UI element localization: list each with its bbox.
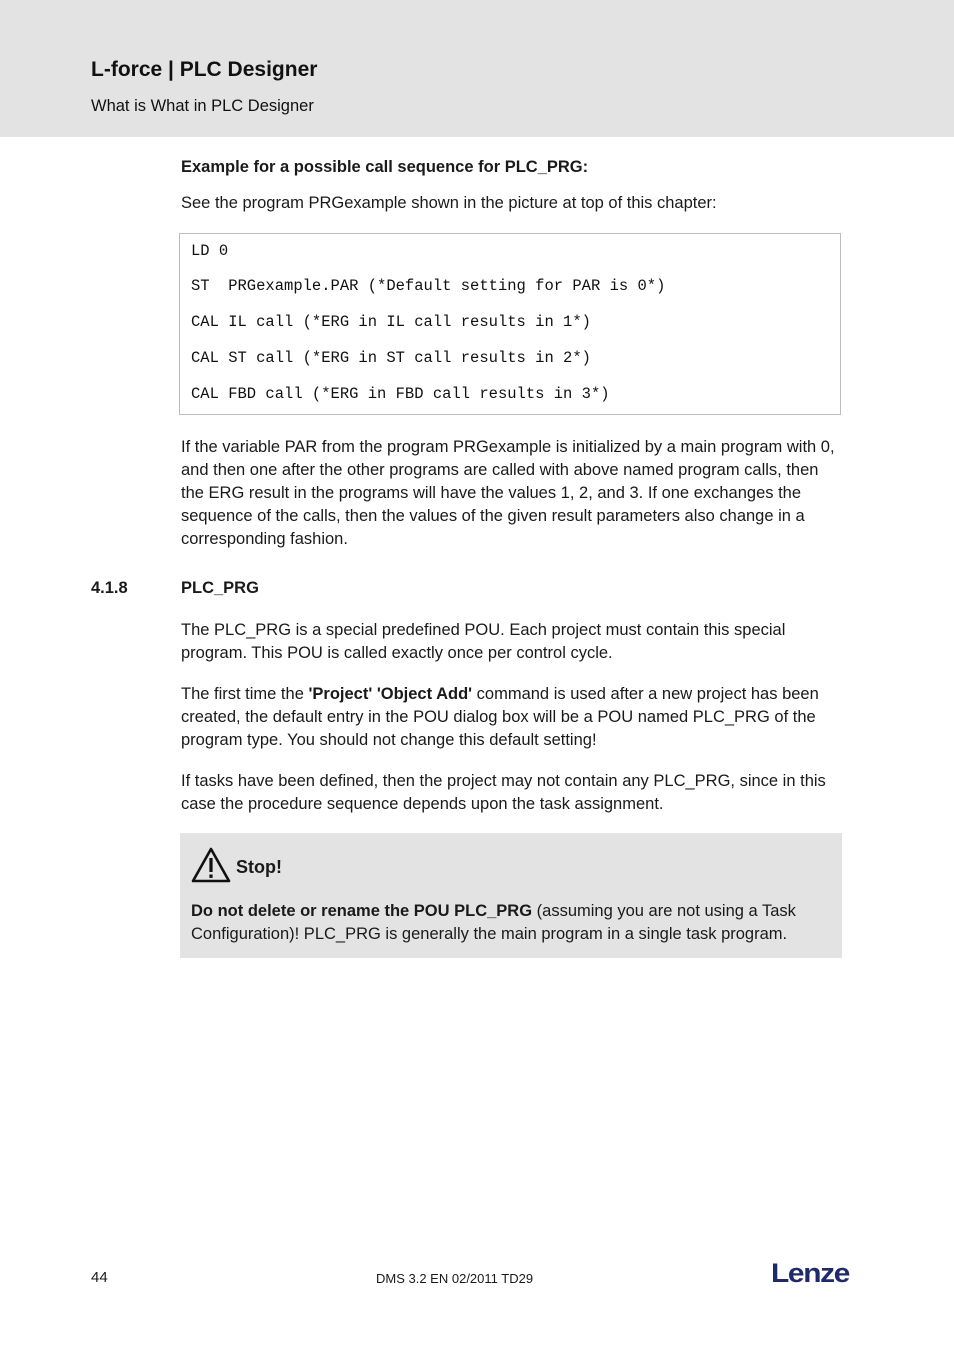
section-title: PLC_PRG xyxy=(181,579,259,597)
stop-label: Stop! xyxy=(236,857,282,877)
code-line: CAL FBD call (*ERG in FBD call results in 3*) xyxy=(191,385,610,403)
stop-notice xyxy=(180,833,842,958)
code-line: CAL IL call (*ERG in IL call results in 1*) xyxy=(191,313,591,331)
code-line: CAL ST call (*ERG in ST call results in 2*) xyxy=(191,349,591,367)
example-explanation: If the variable PAR from the program PRGexample is initialized by a main program with 0, and then one after the other programs are called with above named program calls, then the ERG result in the programs will have the values 1, 2, and 3. If one exchanges the sequence of the calls, then the values of the given result parameters also change in a corresponding fashion. xyxy=(181,438,835,548)
header-subtitle: What is What in PLC Designer xyxy=(91,97,314,115)
document-id: DMS 3.2 EN 02/2011 TD29 xyxy=(376,1271,534,1286)
stop-bold-text: Do not delete or rename the POU PLC_PRG xyxy=(191,902,533,920)
code-line: ST PRGexample.PAR (*Default setting for PAR is 0*) xyxy=(191,277,666,295)
page-number: 44 xyxy=(91,1269,108,1286)
menu-command-reference: 'Project' 'Object Add' xyxy=(308,685,473,703)
header-title: L-force | PLC Designer xyxy=(91,58,318,81)
section-number: 4.1.8 xyxy=(91,579,128,597)
stop-text xyxy=(191,900,831,946)
page-header xyxy=(0,0,954,137)
section-paragraph-2 xyxy=(181,683,841,752)
section-paragraph-3: If tasks have been defined, then the project may not contain any PLC_PRG, since in this case the procedure sequence depends upon the task assignment. xyxy=(181,772,826,813)
example-intro: See the program PRGexample shown in the picture at top of this chapter: xyxy=(181,194,717,212)
logo-text: Lenze xyxy=(771,1258,851,1286)
code-block xyxy=(179,233,841,415)
code-line: LD 0 xyxy=(191,242,229,260)
stop-body-text: (assuming you are not using a Task Configuration)! PLC_PRG is generally the main program in a single task program. xyxy=(191,902,796,943)
warning-triangle-icon xyxy=(191,847,231,883)
para2-text: command is used after a new project has been created, the default entry in the POU dialog box will be a POU named PLC_PRG of the program type. You should not change this default setting! xyxy=(181,685,819,749)
example-heading: Example for a possible call sequence for PLC_PRG: xyxy=(181,158,589,176)
section-paragraph-1: The PLC_PRG is a special predefined POU. Each project must contain this special program. This POU is called exactly once per control cycle. xyxy=(181,621,786,662)
lenze-logo xyxy=(771,1258,851,1286)
para2-text: The first time the xyxy=(181,685,309,703)
